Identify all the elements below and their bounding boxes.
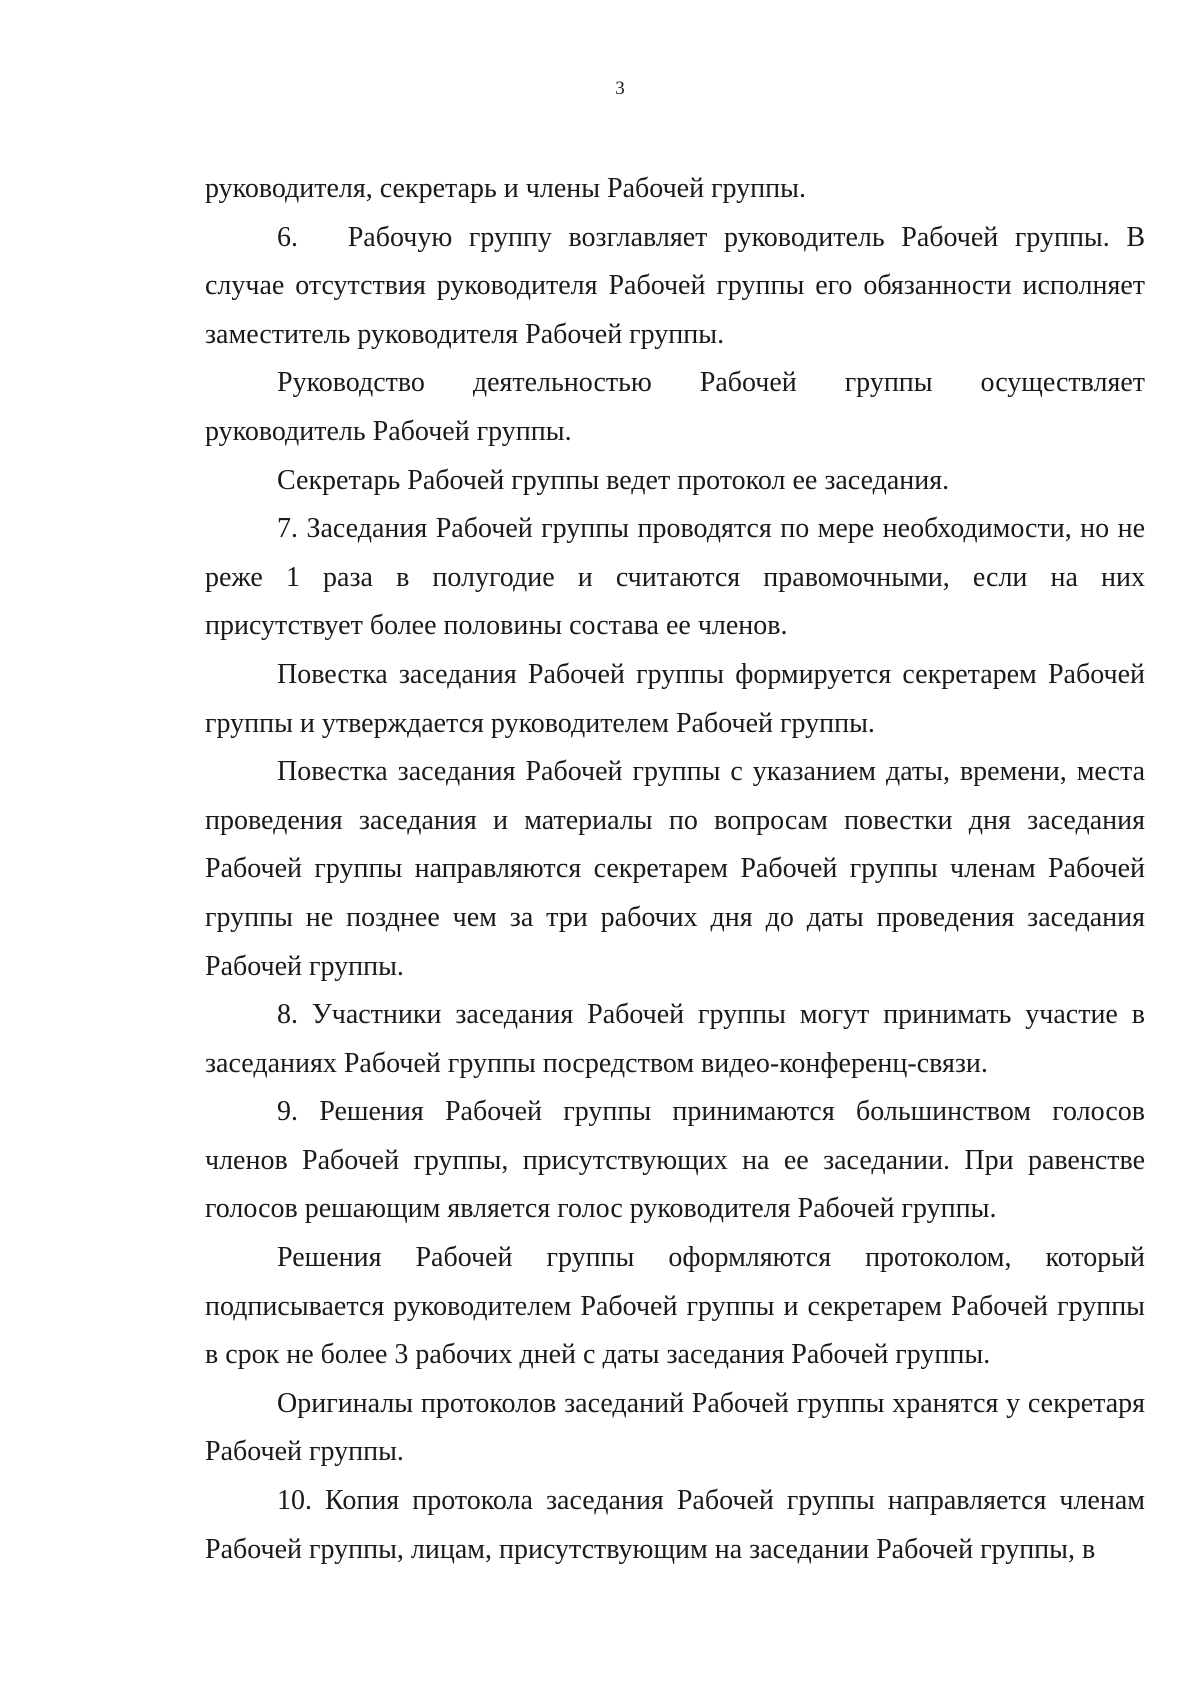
paragraph-agenda-distribution: Повестка заседания Рабочей группы с указанием даты, времени, места проведения заседания и материалы по вопросам повестки дня заседания Рабочей группы направляются секретарем Рабочей группы членам Рабочей группы не позднее чем за три рабочих дня до даты проведения заседания Рабочей группы.	[205, 756, 1145, 982]
paragraph-item-10: 10. Копия протокола заседания Рабочей группы направляется членам Рабочей группы, лицам, присутствующим на заседании Рабочей группы, в	[205, 1485, 1145, 1565]
paragraph-item-7: 7. Заседания Рабочей группы проводятся по мере необходимости, но не реже 1 раза в полугодие и считаются правомочными, если на них присутствует более половины состава ее членов.	[205, 513, 1145, 642]
paragraph-secretary: Секретарь Рабочей группы ведет протокол ее заседания.	[277, 464, 950, 496]
paragraph-leadership: Руководство деятельностью Рабочей группы осуществляет руководитель Рабочей группы.	[205, 367, 1145, 447]
paragraph-item-6: 6. Рабочую группу возглавляет руководитель Рабочей группы. В случае отсутствия руководителя Рабочей группы его обязанности исполняет заместитель руководителя Рабочей группы.	[205, 221, 1145, 350]
paragraph-item-8: 8. Участники заседания Рабочей группы могут принимать участие в заседаниях Рабочей группы посредством видео-конференц-связи.	[205, 999, 1145, 1079]
paragraph-item-9: 9. Решения Рабочей группы принимаются большинством голосов членов Рабочей группы, присутствующих на ее заседании. При равенстве голосов решающим является голос руководителя Рабочей группы.	[205, 1096, 1145, 1225]
paragraph-decisions-protocol: Решения Рабочей группы оформляются протоколом, который подписывается руководителем Рабочей группы и секретарем Рабочей группы в срок не более 3 рабочих дней с даты заседания Рабочей группы.	[205, 1242, 1145, 1371]
page-number: 3	[615, 78, 625, 99]
paragraph-originals: Оригиналы протоколов заседаний Рабочей группы хранятся у секретаря Рабочей группы.	[205, 1387, 1145, 1468]
paragraph-agenda-formation: Повестка заседания Рабочей группы формируется секретарем Рабочей группы и утверждается руководителем Рабочей группы.	[205, 658, 1145, 739]
document-body	[205, 165, 1145, 1574]
paragraph-continuation: руководителя, секретарь и члены Рабочей группы.	[205, 173, 806, 204]
